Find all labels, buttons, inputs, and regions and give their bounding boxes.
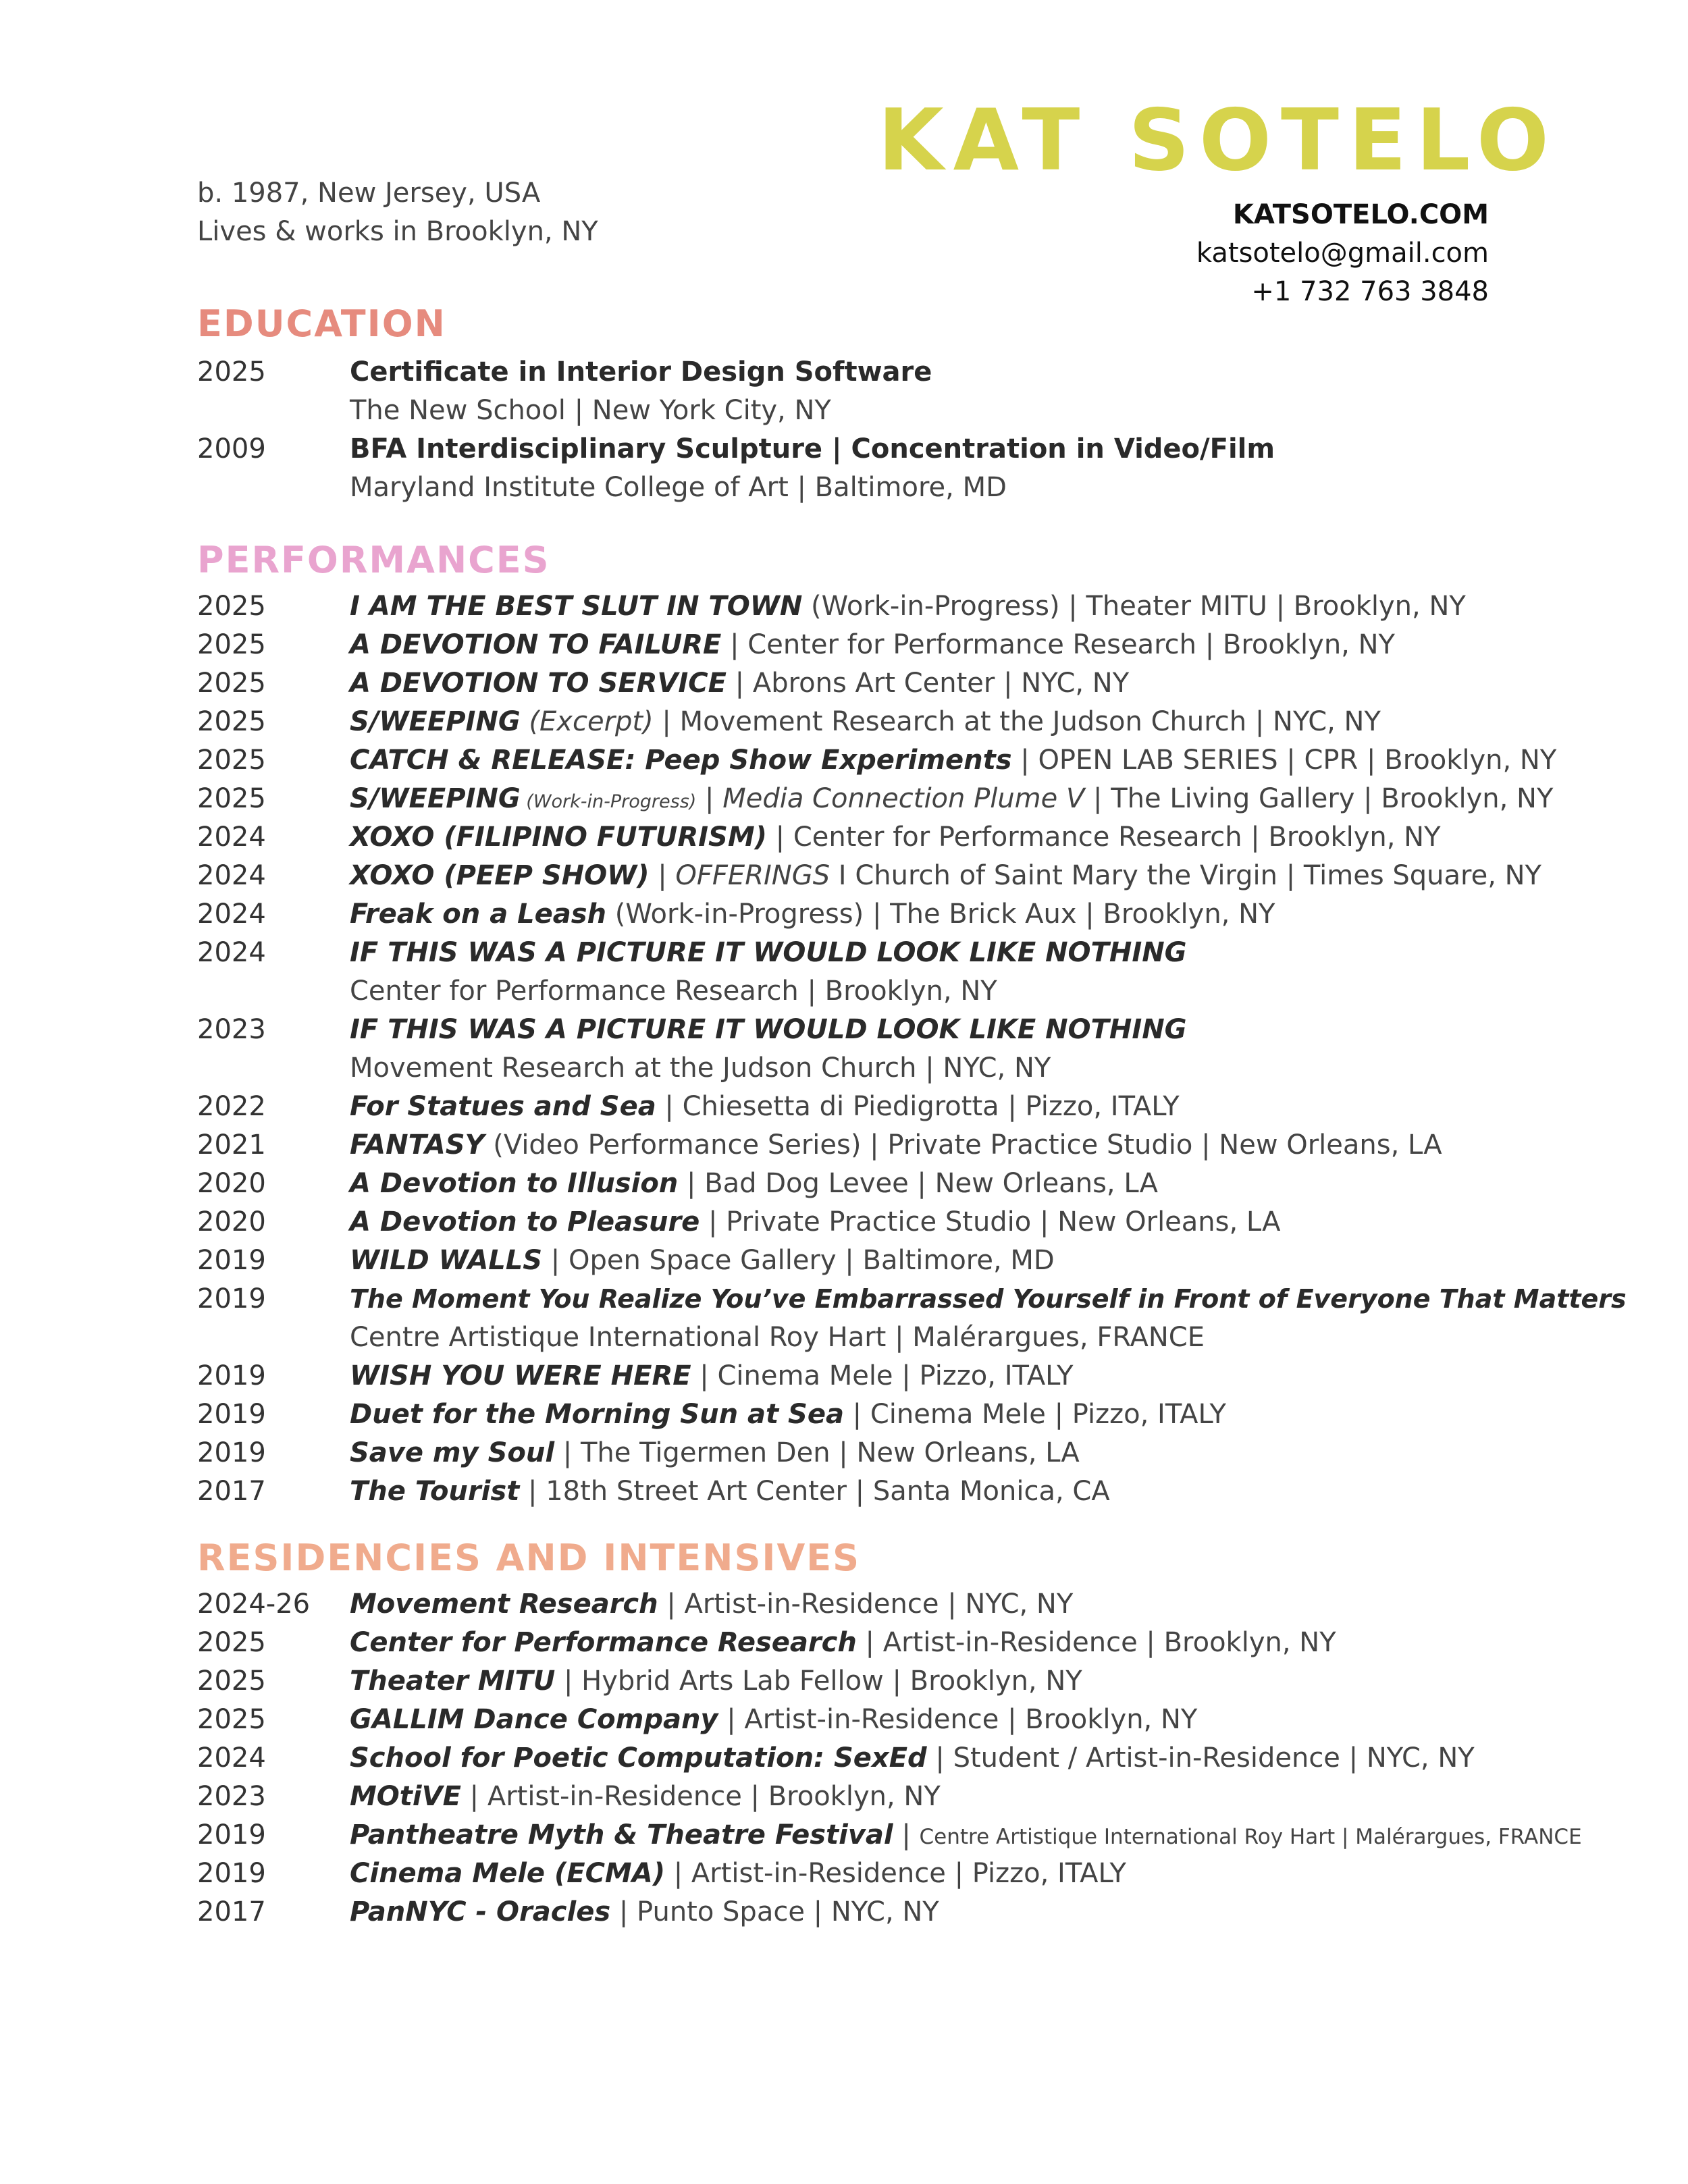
entry-year: 2024 <box>197 937 266 968</box>
entry-title: MOtiVE <box>350 1781 461 1812</box>
education-entry <box>197 353 1507 392</box>
residency-entry <box>197 1816 1582 1855</box>
performances-section <box>197 587 1627 1511</box>
entry-rest: | Artist-in-Residence | Pizzo, ITALY <box>664 1858 1126 1889</box>
entry-year: 2024 <box>197 822 266 853</box>
entry-rest: I Church of Saint Mary the Virgin | Times Square, NY <box>830 860 1541 891</box>
performance-entry <box>197 1434 1507 1472</box>
education-section <box>197 353 1507 507</box>
email-link[interactable]: katsotelo@gmail.com <box>1196 238 1489 269</box>
residency-entry <box>197 1701 1507 1739</box>
performance-entry <box>197 1280 1627 1319</box>
performance-entry <box>197 818 1507 857</box>
entry-rest: | Artist-in-Residence | NYC, NY <box>658 1589 1074 1620</box>
performance-entry <box>197 1395 1507 1434</box>
entry-title: Cinema Mele (ECMA) <box>350 1858 665 1889</box>
entry-title: The Moment You Realize You’ve Embarrassed Yourself in Front of Everyone That Matters <box>350 1284 1627 1314</box>
entry-rest: | Cinema Mele | Pizzo, ITALY <box>843 1399 1226 1430</box>
phone-number: +1 732 763 3848 <box>1251 276 1489 307</box>
entry-year: 2025 <box>197 1666 266 1697</box>
entry-title: XOXO (FILIPINO FUTURISM) <box>350 822 767 853</box>
entry-rest: (Work-in-Progress) | Theater MITU | Brooklyn, NY <box>802 591 1466 622</box>
performances-heading: PERFORMANCES <box>197 539 550 581</box>
entry-year: 2009 <box>197 433 266 464</box>
entry-title: School for Poetic Computation: SexEd <box>350 1742 927 1774</box>
performance-entry <box>197 664 1507 703</box>
residence-info: Lives & works in Brooklyn, NY <box>197 216 598 247</box>
artist-name: KAT SOTELO <box>878 90 1558 190</box>
entry-rest: (Work-in-Progress) | The Brick Aux | Brooklyn, NY <box>606 899 1275 930</box>
entry-year: 2025 <box>197 629 266 660</box>
entry-title: S/WEEPING <box>350 783 521 814</box>
entry-title: IF THIS WAS A PICTURE IT WOULD LOOK LIKE NOTHING <box>350 1014 1187 1045</box>
entry-title: Center for Performance Research <box>350 1627 857 1658</box>
entry-rest: | Artist-in-Residence | Brooklyn, NY <box>460 1781 941 1812</box>
entry-rest: (Video Performance Series) | Private Practice Studio | New Orleans, LA <box>484 1129 1442 1161</box>
residency-entry <box>197 1585 1507 1624</box>
entry-title: CATCH & RELEASE: Peep Show Experiments <box>350 745 1012 776</box>
entry-detail: Center for Performance Research | Brooklyn, NY <box>350 976 997 1007</box>
entry-year: 2023 <box>197 1014 266 1045</box>
residency-entry <box>197 1662 1507 1701</box>
performance-entry <box>197 626 1507 664</box>
entry-year: 2024 <box>197 1742 266 1774</box>
performance-entry <box>197 1357 1507 1395</box>
entry-title: Theater MITU <box>350 1666 556 1697</box>
entry-year: 2025 <box>197 591 266 622</box>
entry-rest: | The Tigermen Den | New Orleans, LA <box>554 1437 1080 1468</box>
performance-detail <box>197 1049 1507 1088</box>
performance-detail <box>197 972 1507 1011</box>
entry-year: 2025 <box>197 1704 266 1735</box>
entry-title: Save my Soul <box>350 1437 555 1468</box>
entry-detail: Centre Artistique International Roy Hart | Malérargues, FRANCE <box>350 1322 1205 1353</box>
entry-rest: | OPEN LAB SERIES | CPR | Brooklyn, NY <box>1011 745 1557 776</box>
entry-year: 2019 <box>197 1437 266 1468</box>
entry-rest: | Center for Performance Research | Brooklyn, NY <box>721 629 1395 660</box>
education-detail <box>197 469 1507 507</box>
entry-title: WISH YOU WERE HERE <box>350 1360 691 1391</box>
performance-entry <box>197 1165 1507 1203</box>
entry-title: Pantheatre Myth & Theatre Festival <box>350 1819 893 1850</box>
performance-entry <box>197 934 1507 972</box>
entry-title: S/WEEPING <box>350 706 521 737</box>
entry-rest: | Cinema Mele | Pizzo, ITALY <box>691 1360 1074 1391</box>
entry-year: 2019 <box>197 1245 266 1276</box>
entry-title: Duet for the Morning Sun at Sea <box>350 1399 844 1430</box>
performance-entry <box>197 1472 1507 1511</box>
entry-year: 2025 <box>197 356 266 388</box>
performance-entry <box>197 587 1507 626</box>
performance-detail <box>197 1319 1507 1357</box>
entry-rest: | Abrons Art Center | NYC, NY <box>726 668 1130 699</box>
website-link[interactable]: KATSOTELO.COM <box>1232 199 1489 230</box>
entry-rest: | The Living Gallery | Brooklyn, NY <box>1084 783 1554 814</box>
entry-rest: | Movement Research at the Judson Church | NYC, NY <box>653 706 1381 737</box>
performance-entry <box>197 1126 1507 1165</box>
entry-year: 2025 <box>197 1627 266 1658</box>
entry-title: IF THIS WAS A PICTURE IT WOULD LOOK LIKE NOTHING <box>350 937 1187 968</box>
entry-note: (Excerpt) <box>520 706 654 737</box>
entry-year: 2024-26 <box>197 1589 311 1620</box>
entry-rest: | Punto Space | NYC, NY <box>610 1896 939 1927</box>
performance-entry <box>197 1242 1507 1280</box>
education-heading: EDUCATION <box>197 302 446 345</box>
entry-title: GALLIM Dance Company <box>350 1704 718 1735</box>
entry-year: 2024 <box>197 899 266 930</box>
entry-year: 2025 <box>197 668 266 699</box>
performance-entry <box>197 857 1541 895</box>
entry-rest: | Private Practice Studio | New Orleans, LA <box>700 1206 1281 1237</box>
entry-title: A DEVOTION TO SERVICE <box>350 668 727 699</box>
entry-rest: | Chiesetta di Piedigrotta | Pizzo, ITALY <box>656 1091 1180 1122</box>
residencies-heading: RESIDENCIES AND INTENSIVES <box>197 1537 861 1579</box>
entry-title: PanNYC - Oracles <box>350 1896 611 1927</box>
entry-title: A DEVOTION TO FAILURE <box>350 629 722 660</box>
entry-detail: The New School | New York City, NY <box>350 395 831 426</box>
performance-entry <box>197 1203 1507 1242</box>
entry-title: Movement Research <box>350 1589 658 1620</box>
residency-entry <box>197 1624 1507 1662</box>
birth-info: b. 1987, New Jersey, USA <box>197 178 541 209</box>
performance-entry <box>197 895 1507 934</box>
residency-entry <box>197 1739 1507 1778</box>
entry-year: 2019 <box>197 1399 266 1430</box>
entry-year: 2019 <box>197 1360 266 1391</box>
entry-note: (Work-in-Progress) <box>520 791 697 812</box>
performance-entry <box>197 1088 1507 1126</box>
entry-rest: | Artist-in-Residence | Brooklyn, NY <box>856 1627 1336 1658</box>
performance-entry <box>197 741 1557 780</box>
entry-year: 2020 <box>197 1168 266 1199</box>
entry-rest: | Hybrid Arts Lab Fellow | Brooklyn, NY <box>555 1666 1082 1697</box>
contact-block <box>1196 196 1489 311</box>
entry-title: I AM THE BEST SLUT IN TOWN <box>350 591 803 622</box>
entry-title: For Statues and Sea <box>350 1091 656 1122</box>
entry-year: 2025 <box>197 783 266 814</box>
entry-year: 2019 <box>197 1819 266 1850</box>
entry-rest: | <box>893 1819 920 1850</box>
entry-title: A Devotion to Pleasure <box>350 1206 700 1237</box>
entry-detail: Maryland Institute College of Art | Baltimore, MD <box>350 472 1007 503</box>
entry-title: FANTASY <box>350 1129 485 1161</box>
entry-detail: Movement Research at the Judson Church | NYC, NY <box>350 1053 1051 1084</box>
performance-entry <box>197 780 1554 818</box>
residency-entry <box>197 1855 1507 1893</box>
entry-year: 2021 <box>197 1129 266 1161</box>
entry-year: 2023 <box>197 1781 266 1812</box>
entry-rest: | Artist-in-Residence | Brooklyn, NY <box>718 1704 1198 1735</box>
entry-year: 2020 <box>197 1206 266 1237</box>
entry-note-2: | Media Connection Plume V <box>696 783 1085 814</box>
entry-title: A Devotion to Illusion <box>350 1168 679 1199</box>
entry-title: WILD WALLS <box>350 1245 543 1276</box>
education-entry <box>197 430 1507 469</box>
entry-title: Freak on a Leash <box>350 899 606 930</box>
entry-year: 2019 <box>197 1283 266 1314</box>
residency-entry <box>197 1893 1507 1932</box>
entry-rest: | Student / Artist-in-Residence | NYC, NY <box>926 1742 1475 1774</box>
entry-rest: | Center for Performance Research | Brooklyn, NY <box>766 822 1441 853</box>
entry-rest: | 18th Street Art Center | Santa Monica, CA <box>519 1476 1110 1507</box>
entry-rest-small: Centre Artistique International Roy Hart | Malérargues, FRANCE <box>919 1825 1582 1849</box>
entry-title: Certificate in Interior Design Software <box>350 356 932 388</box>
entry-year: 2017 <box>197 1896 266 1927</box>
residencies-section <box>197 1585 1582 1932</box>
entry-year: 2017 <box>197 1476 266 1507</box>
entry-year: 2024 <box>197 860 266 891</box>
entry-title: XOXO (PEEP SHOW) <box>350 860 650 891</box>
bio-block <box>197 174 598 251</box>
entry-year: 2022 <box>197 1091 266 1122</box>
entry-note: | OFFERINGS <box>649 860 830 891</box>
performance-entry <box>197 703 1507 741</box>
entry-year: 2019 <box>197 1858 266 1889</box>
education-detail <box>197 392 1507 430</box>
residency-entry <box>197 1778 1507 1816</box>
entry-title: BFA Interdisciplinary Sculpture | Concentration in Video/Film <box>350 433 1275 464</box>
entry-year: 2025 <box>197 706 266 737</box>
entry-rest: | Open Space Gallery | Baltimore, MD <box>542 1245 1055 1276</box>
performance-entry <box>197 1011 1507 1049</box>
entry-rest: | Bad Dog Levee | New Orleans, LA <box>678 1168 1158 1199</box>
entry-year: 2025 <box>197 745 266 776</box>
entry-title: The Tourist <box>350 1476 520 1507</box>
